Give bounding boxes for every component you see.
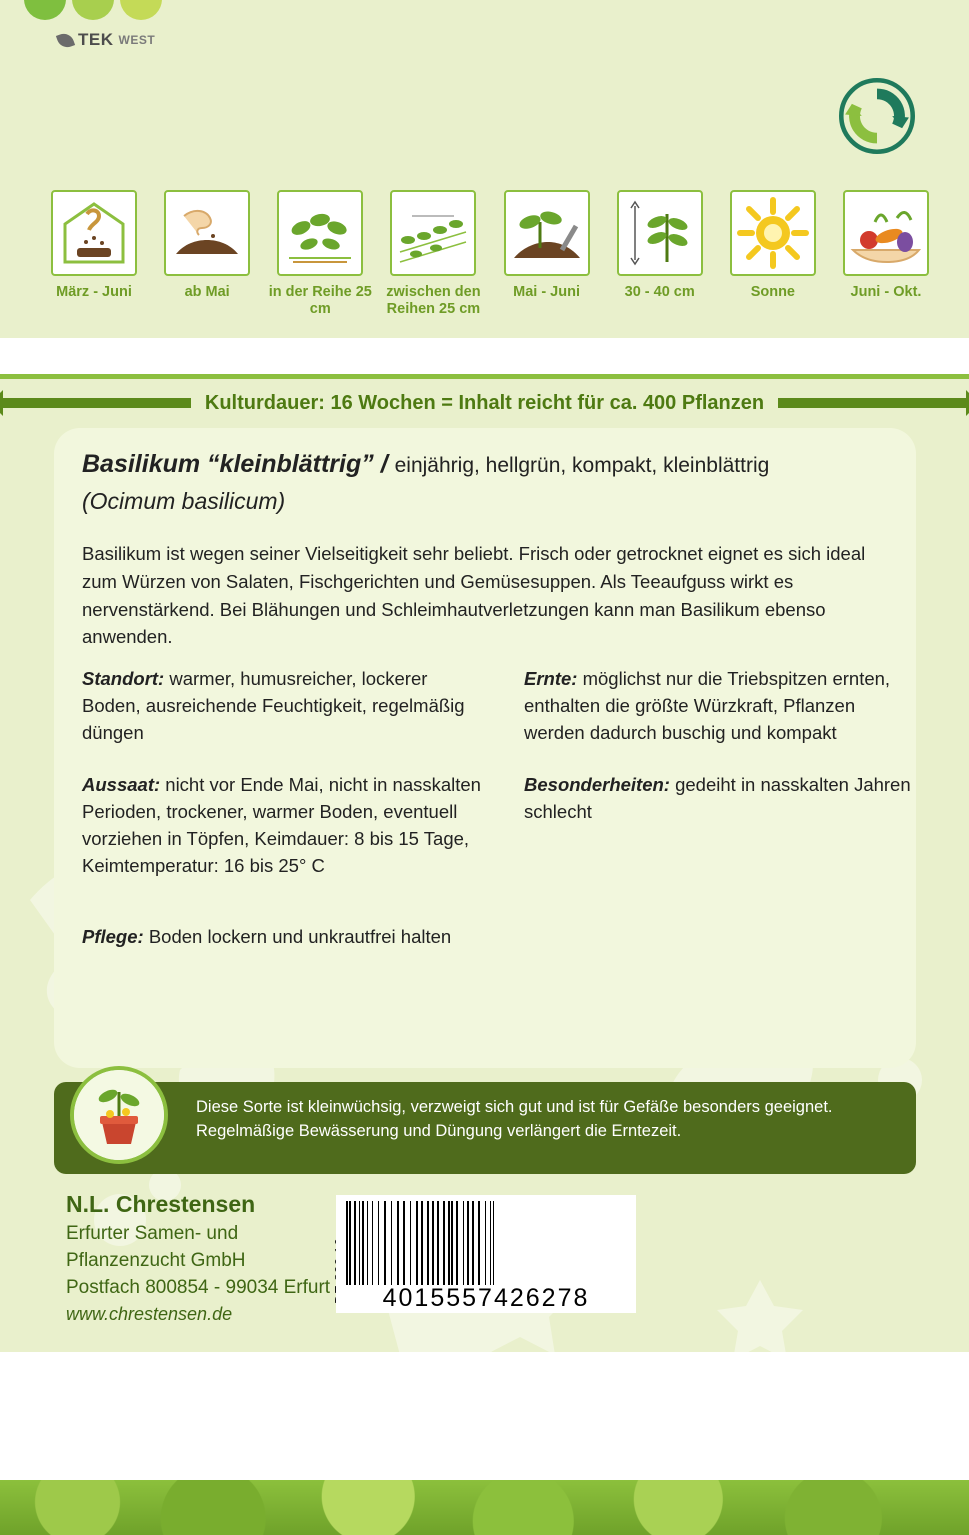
pictogram-harvest	[832, 190, 940, 317]
section-besonderheiten-label: Besonderheiten:	[524, 774, 670, 796]
product-name: Basilikum “kleinblättrig”	[82, 450, 374, 478]
pictogram-between-rows	[379, 190, 487, 317]
section-ernte	[524, 666, 914, 746]
barcode-bars	[346, 1201, 626, 1285]
section-pflege-label: Pflege:	[82, 926, 144, 947]
arrow-left-icon	[1, 398, 191, 408]
pictogram-label: in der Reihe 25 cm	[268, 284, 372, 317]
pictogram-label: Sonne	[750, 284, 795, 300]
section-besonderheiten	[524, 772, 914, 826]
info-card	[54, 428, 916, 1068]
pictogram-label: März - Juni	[56, 284, 132, 300]
pictogram-sowing-indoors	[40, 190, 148, 317]
sun-icon	[730, 190, 816, 276]
section-besonderheiten-text: gedeiht in nasskalten Jahren schlecht	[524, 774, 911, 823]
section-ernte-label: Ernte:	[524, 668, 578, 689]
pictogram-in-row-spacing	[266, 190, 374, 317]
section-pflege-text: Boden lockern und unkrautfrei halten	[148, 926, 452, 947]
pictogram-label: 30 - 40 cm	[624, 284, 695, 300]
barcode	[336, 1195, 636, 1313]
section-standort-label: Standort:	[82, 668, 165, 689]
green-dot-recycling-icon	[839, 78, 915, 154]
arrow-right-icon	[778, 398, 968, 408]
section-standort	[82, 666, 482, 746]
pictogram-sun	[719, 190, 827, 317]
product-latin-name: (Ocimum basilicum)	[82, 488, 286, 514]
plant-height-icon	[617, 190, 703, 276]
pictogram-label: Juni - Okt.	[850, 284, 922, 300]
section-pflege	[82, 926, 451, 948]
culture-duration-text: Kulturdauer: 16 Wochen = Inhalt reicht für ca. 400 Pflanzen	[204, 391, 765, 414]
white-divider-band	[0, 338, 969, 374]
product-title	[82, 450, 892, 479]
title-separator: /	[380, 450, 388, 478]
tekwest-wordmark	[58, 30, 155, 50]
section-aussaat	[82, 772, 482, 879]
harvest-basket-icon	[843, 190, 929, 276]
section-aussaat-text: nicht vor Ende Mai, nicht in nasskalten Perioden, trockener, warmer Boden, eventuell vorziehen in Töpfen, Keimdauer: 8 bis 15 Tage, Keimtemperatur: 16 bis 25° C	[82, 774, 481, 876]
tip-text: Diese Sorte ist kleinwüchsig, verzweigt sich gut und ist für Gefäße besonders geeignet. Regelmäßige Bewässerung und Düngung verlängert die Erntezeit.	[196, 1098, 833, 1140]
company-name: N.L. Chrestensen	[66, 1191, 256, 1217]
pictogram-planting-out	[493, 190, 601, 317]
barcode-number: 4015557426278	[382, 1284, 590, 1312]
bottom-white-band	[0, 1352, 969, 1480]
product-attributes: einjährig, hellgrün, kompakt, kleinblättrig	[394, 454, 770, 477]
address-line-1: Erfurter Samen- und	[66, 1222, 239, 1244]
section-ernte-text: möglichst nur die Triebspitzen ernten, enthalten die größte Würzkraft, Pflanzen werden dadurch buschig und kompakt	[524, 668, 891, 743]
logo-text-primary: TEK	[78, 30, 114, 49]
right-column	[524, 666, 914, 852]
pictogram-sowing-outdoors	[153, 190, 261, 317]
section-aussaat-label: Aussaat:	[82, 774, 161, 796]
greenhouse-sowing-icon	[51, 190, 137, 276]
potted-plant-badge-icon	[70, 1066, 168, 1164]
basil-photo-strip	[0, 1480, 969, 1535]
section-standort-text: warmer, humusreicher, lockerer Boden, ausreichende Feuchtigkeit, regelmäßig düngen	[82, 668, 465, 743]
pictogram-label: ab Mai	[184, 284, 230, 300]
company-website: www.chrestensen.de	[66, 1303, 233, 1324]
pictogram-label: zwischen den Reihen 25 cm	[386, 284, 481, 317]
between-rows-spacing-icon	[390, 190, 476, 276]
address-line-3: Postfach 800854 - 99034 Erfurt	[66, 1276, 331, 1298]
row-spacing-icon	[277, 190, 363, 276]
address-line-2: Pflanzenzucht GmbH	[66, 1249, 246, 1271]
tip-bar	[54, 1082, 916, 1174]
green-rule	[0, 374, 969, 379]
product-intro-text: Basilikum ist wegen seiner Vielseitigkeit sehr beliebt. Frisch oder getrocknet eignet es sich ideal zum Würzen von Salaten, Fischgerichten und Gemüsesuppen. Als Teeaufguss wirkt es nervenstärkend. Bei Blähungen und Schleimhautverletzungen kann man Basilikum ebenso anwenden.	[82, 543, 866, 648]
left-column	[82, 666, 482, 906]
logo-text-secondary: WEST	[118, 33, 156, 47]
company-address	[66, 1188, 330, 1327]
tekwest-dots-logo	[24, 0, 164, 24]
culture-duration-bar	[0, 386, 969, 420]
pictogram-row	[40, 190, 940, 317]
pictogram-plant-height	[606, 190, 714, 317]
pictogram-label: Mai - Juni	[513, 284, 580, 300]
leaf-icon	[56, 30, 75, 49]
planting-out-icon	[504, 190, 590, 276]
hand-sowing-soil-icon	[164, 190, 250, 276]
